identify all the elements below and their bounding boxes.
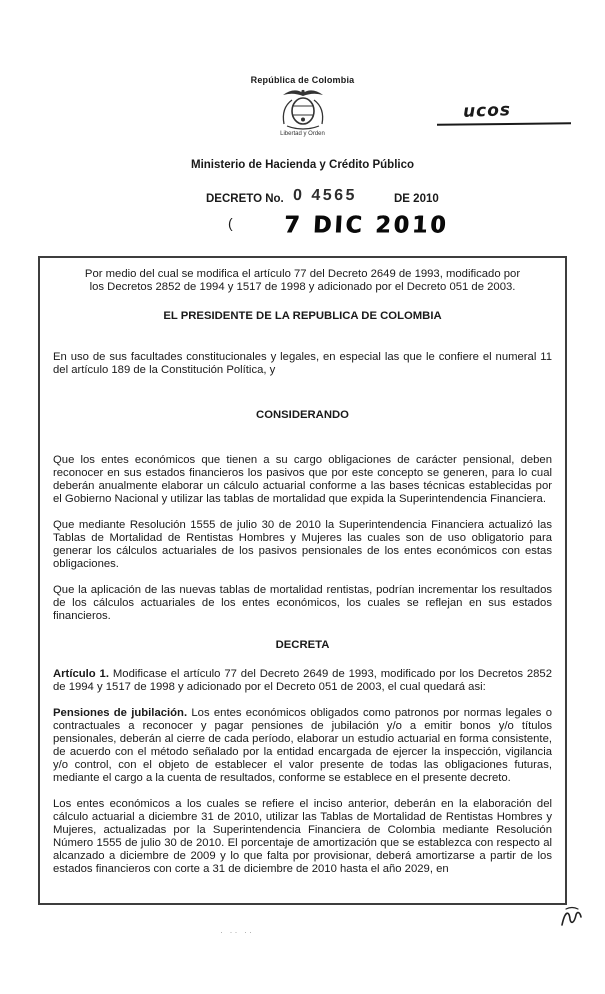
decree-subject: Por medio del cual se modifica el artículo 77 del Decreto 2649 de 1993, modificado por los Decretos 2852 de 1994 y 1517 de 1998 y adicionado por el Decreto 051 de 2003.	[84, 268, 521, 293]
decree-number-stamp: 0 4565	[292, 187, 358, 204]
motto-label: Libertad y Orden	[280, 131, 325, 137]
pensiones-lead: Pensiones de jubilación.	[53, 707, 188, 719]
article-1-paragraph	[53, 668, 552, 694]
pensiones-text: Los entes económicos obligados como patronos por normas legales o contractuales a reconocer y pagar pensiones de jubilación y/o a emitir bonos y/o títulos pensionales, deberán al cierre de cada período, elaborar un estudio actuarial en forma consistente, de acuerdo con el método señalado por la entidad encargada de ejercer la inspección, vigilancia y/o control, con el objeto de establecer el valor presente de todas las obligaciones futuras, mediante el cargo a la cuenta de resultados, conforme se establece en el presente decreto.	[53, 707, 552, 784]
handwritten-initial-icon	[558, 905, 586, 936]
ministry-title: Ministerio de Hacienda y Crédito Público	[190, 159, 414, 171]
open-parenthesis: (	[228, 215, 233, 231]
considerando-paragraph-3: Que la aplicación de las nuevas tablas de mortalidad rentistas, podrían incrementar los resultados de los cálculos actuariales de los entes económicos, los cuales se reflejan en sus estados financieros.	[53, 584, 552, 622]
pensiones-paragraph	[53, 707, 552, 785]
handwritten-annotation: ucos	[462, 100, 512, 122]
date-stamp: 7 DIC 2010	[283, 212, 450, 239]
decree-number-label: DECRETO No.	[206, 193, 284, 205]
article-1-lead: Artículo 1.	[53, 668, 109, 680]
considerando-heading: CONSIDERANDO	[256, 409, 349, 421]
decree-year-label: DE 2010	[394, 193, 439, 205]
article-1-text: Modificase el artículo 77 del Decreto 2649 de 1993, modificado por los Decretos 2852 de 1994 y 1517 de 1998 y adicionado por el Decreto 051 de 2003, el cual quedará asi:	[53, 668, 552, 693]
president-heading: EL PRESIDENTE DE LA REPUBLICA DE COLOMBIA	[163, 310, 442, 322]
decreta-heading: DECRETA	[275, 639, 330, 651]
preamble-paragraph: En uso de sus facultades constitucionales y legales, en especial las que le confiere el numeral 11 del artículo 189 de la Constitución Política, y	[53, 351, 552, 376]
considerando-paragraph-2: Que mediante Resolución 1555 de julio 30 de 2010 la Superintendencia Financiera actualizó las Tablas de Mortalidad de Rentistas Hombres y Mujeres las cuales son de uso obligatorio para generar los cálculos actuariales de los pasivos pensionales de los entes económicos con estas obligaciones.	[53, 519, 552, 570]
considerando-paragraph-1: Que los entes económicos que tienen a su cargo obligaciones de carácter pensional, deben reconocer en sus estados financieros los pasivos que por este concepto se generen, para lo cual deberán anualmente elaborar un cálculo actuarial conforme a las bases técnicas establecidas por el Gobierno Nacional y utilizar las tablas de mortalidad que expida la Superintendencia Financiera.	[53, 454, 552, 505]
document-border-frame	[38, 256, 567, 905]
scan-artifact: · ·· ··	[220, 927, 254, 937]
closing-paragraph: Los entes económicos a los cuales se refiere el inciso anterior, deberán en la elaboración del cálculo actuarial a diciembre 31 de 2010, utilizar las Tablas de Mortalidad de Rentistas Hombres y Mujeres, actualizadas por la Superintendencia Financiera de Colombia mediante Resolución Número 1555 de julio 30 de 2010. El porcentaje de amortización que se establezca con respecto al alcanzado a diciembre de 2009 y lo que falta por provisionar, deberá amortizarse a partir de los estados financieros con corte a 31 de diciembre de 2010 hasta el año 2029, en	[53, 798, 552, 875]
republic-title: República de Colombia	[250, 75, 355, 85]
